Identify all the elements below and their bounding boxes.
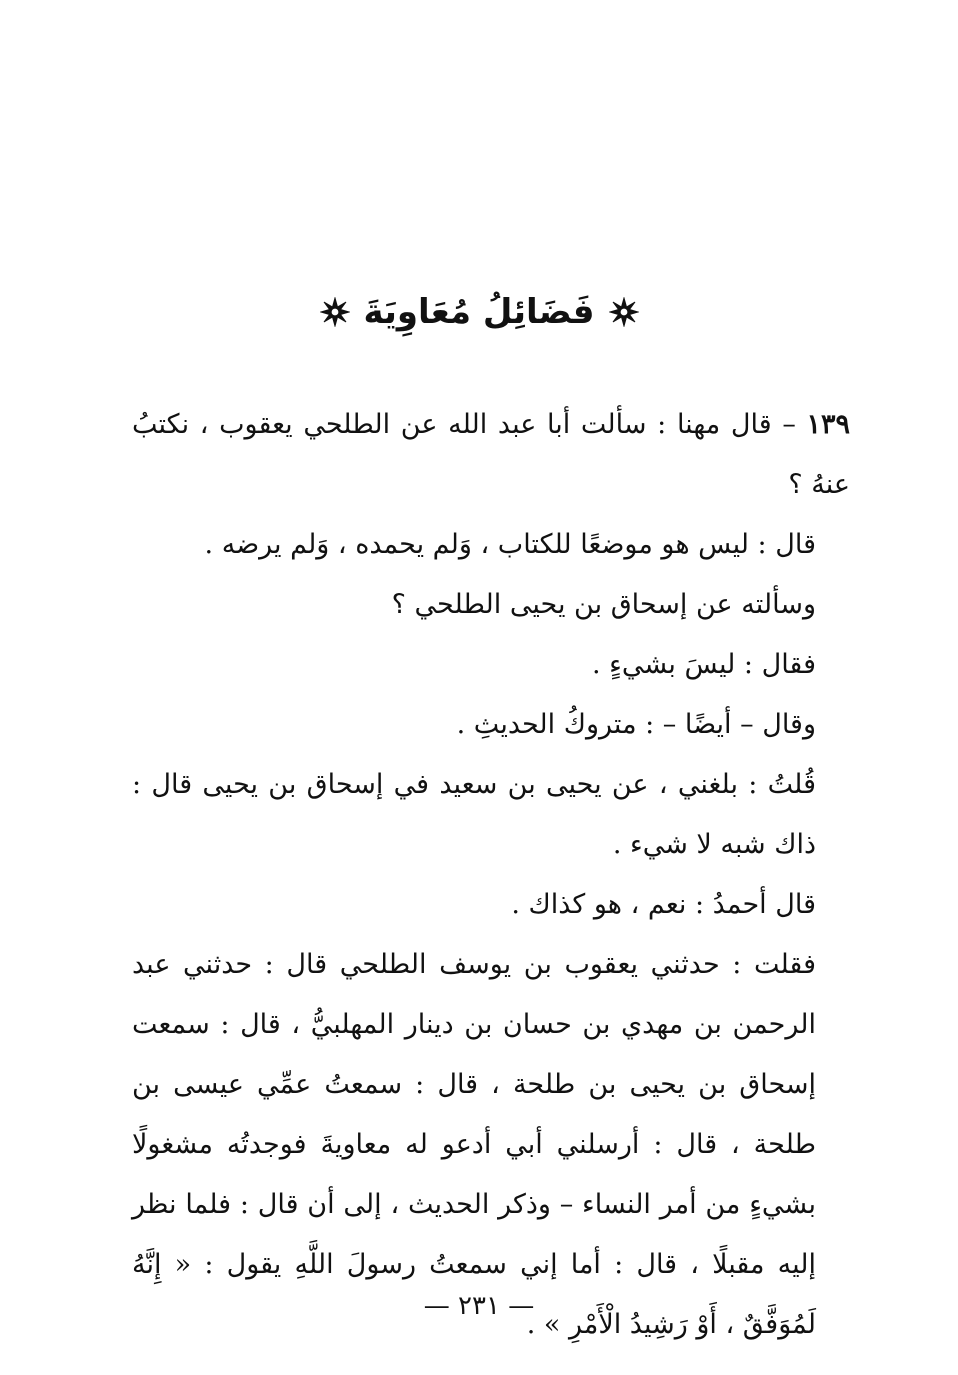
narration-line: فقال : ليسَ بشيءٍ . bbox=[591, 649, 816, 680]
hadith-number: ١٣٩ bbox=[806, 409, 851, 440]
hadith-opening bbox=[132, 395, 850, 515]
text-body bbox=[132, 395, 850, 1355]
narration-line: قال : ليس هو موضعًا للكتاب ، وَلم يحمده ، وَلم يرضه . bbox=[204, 529, 816, 560]
chapter-title: فَضَائِلُ مُعَاوِيَةَ bbox=[363, 292, 595, 332]
narration-line: قال أحمدُ : نعم ، هو كذاك . bbox=[511, 889, 816, 920]
dash: – bbox=[771, 409, 807, 440]
narration-line: قُلتُ : بلغني ، عن يحيى بن سعيد في إسحاق بن يحيى قال : ذاك شبه لا شيء . bbox=[132, 769, 816, 860]
narration-line: وسألته عن إسحاق بن يحيى الطلحي ؟ bbox=[391, 589, 816, 620]
chapter-heading bbox=[0, 282, 958, 342]
star-ornament-icon bbox=[320, 297, 350, 327]
star-ornament-icon bbox=[609, 297, 639, 327]
page-number: — ٢٣١ — bbox=[423, 1291, 535, 1321]
narration-paragraph: فقلت : حدثني يعقوب بن يوسف الطلحي قال : حدثني عبد الرحمن بن مهدي بن حسان بن دينار المهلبيُّ ، قال : سمعت إسحاق بن يحيى بن طلحة ، قال : سمعتُ عمِّي عيسى بن طلحة ، قال : أرسلني أبي أدعو له معاويةَ فوجدتُه مشغولًا بشيءٍ من أمر النساء – وذكر الحديث ، إلى أن قال : فلما نظر إليه مقبلًا ، قال : أما إني سمعتُ رسولَ اللَّهِ يقول : « إِنَّهُ لَمُوَفَّقٌ ، أَوْ رَشِيدُ الْأَمْرِ » . bbox=[132, 949, 816, 1340]
hadith-opening-text: قال مهنا : سألت أبا عبد الله عن الطلحي يعقوب ، نكتبُ عنهُ ؟ bbox=[132, 409, 850, 500]
narration-line: وقال – أيضًا – : متروكُ الحديثِ . bbox=[456, 709, 816, 740]
